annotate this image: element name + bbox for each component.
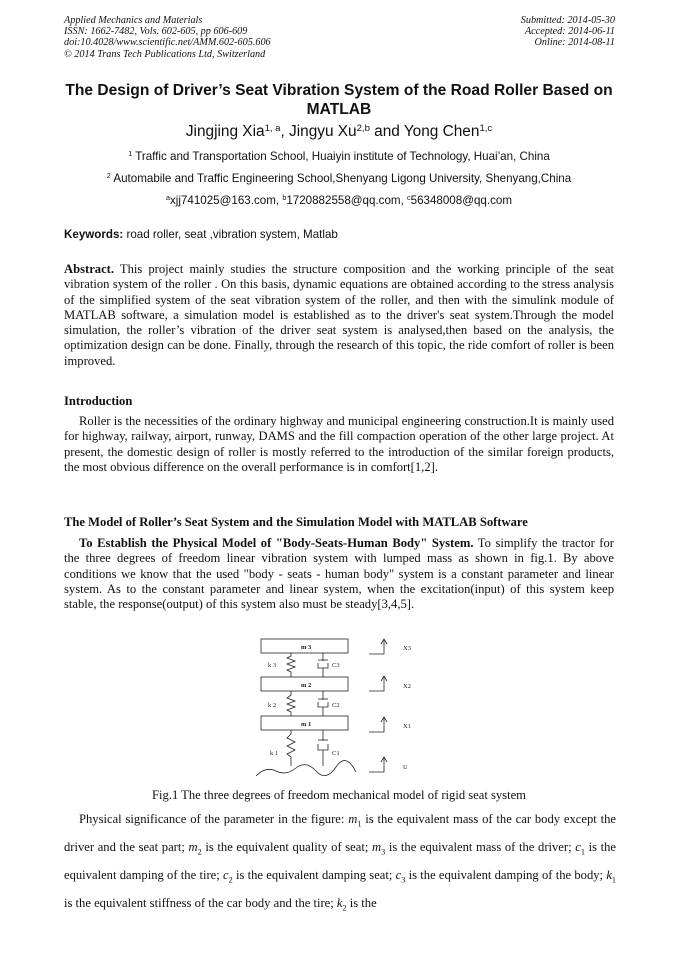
displacement-arrow bbox=[369, 676, 387, 691]
affiliation-1: $^1$ Traffic and Transportation School, Huaiyin institute of Technology, Huai’an, China bbox=[128, 149, 550, 163]
damper-c2 bbox=[318, 691, 328, 716]
section-heading-introduction: Introduction bbox=[64, 394, 133, 408]
symbol-k2: $k_2$ bbox=[336, 896, 347, 913]
accepted-date: Accepted: 2014-06-11 bbox=[524, 26, 615, 38]
submitted-date: Submitted: 2014-05-30 bbox=[520, 15, 615, 26]
email-list: $^a$xjj741025@163.com, $^b$1720882558@qq.com, $^c$56348008@qq.com bbox=[165, 193, 512, 207]
displacement-label: X1 bbox=[403, 723, 411, 730]
road-surface bbox=[256, 761, 356, 776]
copyright-line: © 2014 Trans Tech Publications Ltd, Switzerland bbox=[64, 48, 266, 60]
abstract-label: Abstract. bbox=[64, 262, 115, 276]
displacement-arrow bbox=[369, 639, 387, 654]
journal-header bbox=[64, 15, 271, 60]
affiliation-2: $^2$ Automabile and Traffic Engineering School,Shenyang Ligong University, Shenyang,China bbox=[106, 171, 572, 185]
dates-header bbox=[521, 15, 615, 49]
model-paragraph-text: To simplify the tractor for the three degrees of freedom linear vibration system with lumped mass as shown in fig.1. By above conditions we know that the used "body - seats - human body" system is a constant parameter and linear system. As to the constant parameter and linear system, when the excitation(input) of this system keep stable, the response(output) of this system also must be steady[3,4,5]. bbox=[64, 536, 614, 612]
author-affil-mark: 1, a bbox=[264, 122, 281, 134]
symbol-k1: $k_1$ bbox=[606, 868, 617, 885]
displacement-arrow bbox=[369, 717, 387, 732]
abstract bbox=[64, 262, 614, 369]
spring-label: k 2 bbox=[268, 702, 277, 709]
displacement-arrow bbox=[369, 757, 387, 772]
spring-k1 bbox=[287, 730, 295, 766]
author-name: Jingjing Xia bbox=[185, 123, 265, 140]
model-paragraph bbox=[64, 536, 614, 612]
spring-label: k 1 bbox=[270, 750, 279, 757]
symbol-c3: $c_3$ bbox=[395, 868, 406, 885]
damper-label: C1 bbox=[332, 750, 340, 757]
figure-1-caption: Fig.1 The three degrees of freedom mechanical model of rigid seat system bbox=[152, 788, 526, 802]
spring-label: k 3 bbox=[268, 662, 277, 669]
displacement-label: X2 bbox=[403, 683, 411, 690]
email-link[interactable]: 1720882558@qq.com, bbox=[286, 194, 408, 207]
author-affil-mark: 2,b bbox=[356, 122, 370, 134]
damper-label: C2 bbox=[332, 702, 340, 709]
symbol-m1: $m_1$ bbox=[348, 812, 362, 829]
mass-label: m 3 bbox=[301, 644, 312, 651]
symbol-c1: $c_1$ bbox=[575, 840, 585, 857]
subsection-heading: To Establish the Physical Model of "Body-Seats-Human Body" System. bbox=[79, 536, 474, 550]
email-link[interactable]: xjj741025@163.com, bbox=[169, 194, 283, 207]
mass-label: m 1 bbox=[301, 721, 312, 728]
displacement-label: X3 bbox=[403, 645, 411, 652]
damper-label: C3 bbox=[332, 662, 340, 669]
introduction-paragraph: Roller is the necessities of the ordinary highway and municipal engineering construction.It is mainly used for highway, railway, airport, runway, DAMS and the fill compaction operation of the other large project. At present, the domestic design of roller is mostly referred to the introduction of the similar foreign products, the most obvious difference on the overall performance is in comfort[1,2]. bbox=[64, 414, 614, 474]
section-heading-model: The Model of Roller’s Seat System and the Simulation Model with MATLAB Software bbox=[64, 515, 528, 529]
keywords bbox=[64, 228, 616, 241]
symbol-m3: $m_3$ bbox=[372, 840, 386, 857]
spring-k3 bbox=[287, 653, 295, 677]
mass-label: m 2 bbox=[301, 682, 312, 689]
author-name: Jingyu Xu bbox=[289, 123, 357, 140]
online-date: Online: 2014-08-11 bbox=[534, 37, 615, 49]
figure-1-mechanical-model bbox=[256, 634, 436, 784]
parameter-description-paragraph: Physical significance of the parameter in the figure: $m_1$ is the equivalent mass of the car body except the driver and the seat part; $m_2$ is the equivalent quality of seat; $m_3$ is the equivalent mass of the driver; $c_1$ is the equivalent damping of the tire; $c_2$ is the equivalent damping seat; $c_3$ is the equivalent damping of the body; $k_1$ is the equivalent stiffness of the car body and the tire; $k_2$ is the bbox=[64, 812, 617, 913]
doi-line: doi:10.4028/www.scientific.net/AMM.602-605.606 bbox=[64, 37, 271, 49]
keywords-label: Keywords: bbox=[64, 228, 124, 241]
paper-title: The Design of Driver’s Seat Vibration System of the Road Roller Based on MATLAB bbox=[65, 82, 613, 118]
abstract-text: This project mainly studies the structure composition and the working principle of the seat vibration system of the roller . On this basis, dynamic equations are obtained according to the stress analysis of the simplified system of the seat vibration system of the roller, and then with the simulink module of MATLAB software, a simulation model is established as to the driver's seat system.Through the model simulation, the roller’s vibration of the driver seat system is analysed,then based on the analysis, the optimization design can be done. Finally, through the research of this topic, the ride comfort of roller is been improved. bbox=[64, 262, 614, 368]
spring-k2 bbox=[287, 691, 295, 716]
author-list: Jingjing Xia$^{1, a}$, Jingyu Xu$^{2,b}$ and Yong Chen$^{1,c}$ bbox=[185, 122, 493, 140]
journal-name: Applied Mechanics and Materials bbox=[64, 15, 203, 26]
issn-line: ISSN: 1662-7482, Vols. 602-605, pp 606-609 bbox=[64, 26, 248, 38]
email-link[interactable]: 56348008@qq.com bbox=[410, 194, 512, 207]
damper-c1 bbox=[318, 730, 328, 766]
symbol-c2: $c_2$ bbox=[223, 868, 233, 885]
displacement-label: U bbox=[403, 764, 408, 771]
damper-c3 bbox=[318, 653, 328, 677]
author-name: Yong Chen bbox=[403, 123, 480, 140]
symbol-m2: $m_2$ bbox=[188, 840, 202, 857]
author-affil-mark: 1,c bbox=[479, 122, 493, 134]
keywords-text: road roller, seat ,vibration system, Matlab bbox=[123, 228, 338, 241]
